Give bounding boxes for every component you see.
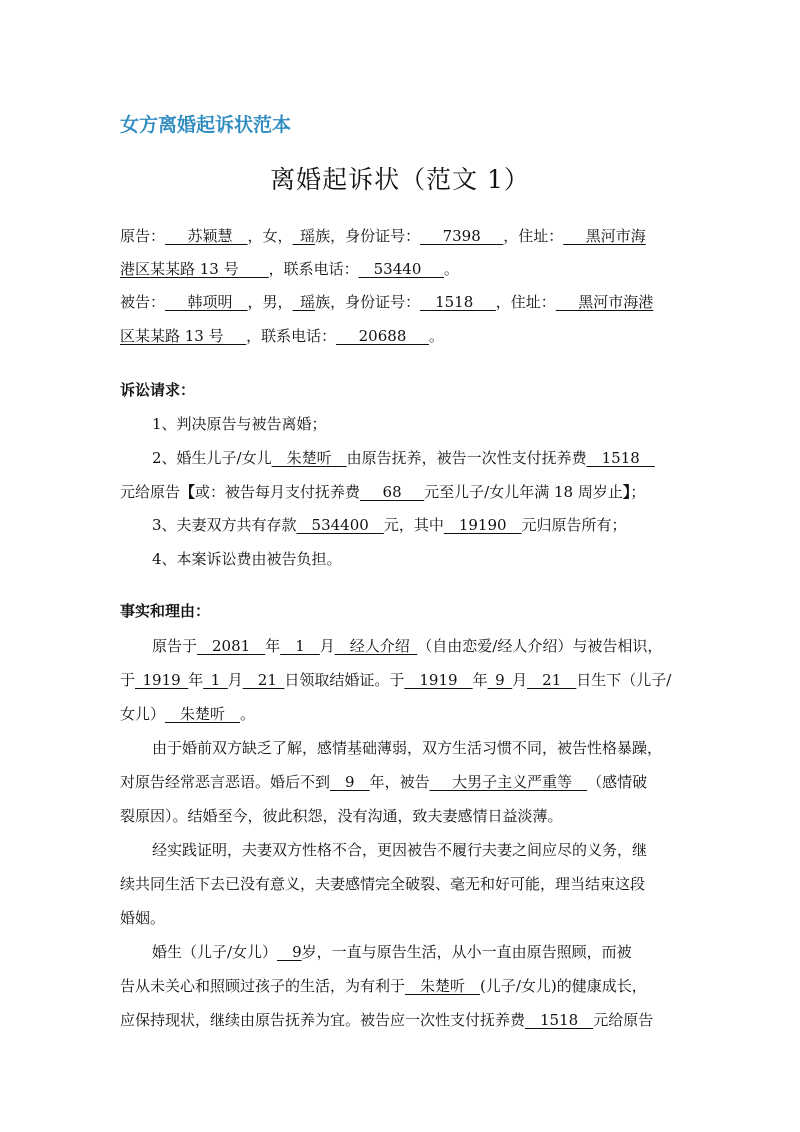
- filled-blank: __21_: [242, 671, 285, 689]
- filled-blank: __朱楚听__: [405, 977, 481, 995]
- claim-item: [152, 448, 655, 468]
- text-segment: 裂原因）。结婚至今，彼此积怨，没有沟通，致夫妻感情日益淡薄。: [120, 807, 563, 825]
- filled-blank: ___黑河市海: [563, 227, 646, 245]
- defendant-info-line: [120, 292, 653, 312]
- facts-paragraph-line: [152, 942, 632, 962]
- text-segment: 月: [512, 671, 528, 689]
- text-segment: ，住址：: [503, 227, 564, 245]
- text-segment: 。: [240, 705, 256, 723]
- filled-blank: _1919_: [135, 671, 189, 689]
- filled-blank: _瑶: [292, 227, 316, 245]
- defendant-info-line: [120, 326, 444, 346]
- facts-paragraph-line: [120, 874, 645, 894]
- filled-blank: __1518__: [525, 1011, 594, 1029]
- text-segment: 对原告经常恶言恶语。婚后不到: [120, 773, 331, 791]
- facts-paragraph-line: [120, 670, 671, 690]
- text-segment: 日领取结婚证。于: [284, 671, 405, 689]
- text-segment: 原告：: [120, 227, 166, 245]
- text-segment: 4、本案诉讼费由被告负担。: [152, 550, 342, 568]
- text-segment: 女儿）: [120, 705, 166, 723]
- filled-blank: ___韩项明__: [165, 293, 248, 311]
- facts-heading: 事实和理由：: [120, 602, 211, 620]
- claims-heading: 诉讼请求：: [120, 381, 196, 399]
- facts-paragraph-line: [120, 806, 563, 826]
- facts-paragraph-line: [120, 976, 647, 996]
- text-segment: 元归原告所有；: [521, 516, 627, 534]
- text-segment: 或：被告每月支付抚养费: [195, 483, 361, 501]
- text-segment: 。: [443, 260, 459, 278]
- filled-blank: ___20688___: [336, 327, 429, 345]
- filled-blank: __53440___: [358, 260, 444, 278]
- text-segment: 元至儿子/女儿年满 18 周岁止: [424, 483, 623, 501]
- filled-blank: _1_: [203, 671, 228, 689]
- text-segment: 应保持现状，继续由原告抚养为宜。被告应一次性支付抚养费: [120, 1011, 526, 1029]
- filled-blank: __朱楚听__: [271, 449, 347, 467]
- filled-blank: __9: [277, 943, 302, 961]
- text-segment: 元给原告: [120, 483, 181, 501]
- text-segment: 。: [428, 327, 444, 345]
- facts-paragraph-line: [152, 738, 662, 758]
- text-segment: 月: [319, 637, 335, 655]
- claim-item: [152, 549, 342, 569]
- filled-blank: ___苏颖慧__: [165, 227, 248, 245]
- text-segment: 2、婚生儿子/女儿: [152, 449, 272, 467]
- text-segment: 月: [227, 671, 243, 689]
- text-segment: 1、判决原告与被告离婚；: [152, 415, 327, 433]
- text-segment: ，住址：: [495, 293, 556, 311]
- text-segment: ，男，: [247, 293, 293, 311]
- filled-blank: 港区某某路 13 号____: [120, 260, 269, 278]
- text-segment: ，女，: [247, 227, 293, 245]
- filled-blank: ___68___: [360, 483, 425, 501]
- filled-blank: __1919__: [404, 671, 473, 689]
- text-segment: 续共同生活下去已没有意义，夫妻感情完全破裂、毫无和好可能，理当结束这段: [120, 875, 646, 893]
- facts-paragraph-line: [120, 1010, 653, 1030]
- text-segment: 族，身份证号：: [315, 293, 421, 311]
- text-segment: 婚姻。: [120, 909, 166, 927]
- text-segment: 元给原告: [593, 1011, 654, 1029]
- claim-item: [152, 414, 327, 434]
- facts-paragraph-line: [120, 908, 165, 928]
- text-segment: 年，被告: [369, 773, 430, 791]
- claim-item: [152, 515, 627, 535]
- text-segment: 】: [622, 483, 631, 501]
- text-segment: 年: [265, 637, 281, 655]
- facts-paragraph-line: [152, 636, 662, 656]
- filled-blank: _瑶: [292, 293, 316, 311]
- claim-item-continuation: [120, 482, 645, 502]
- facts-paragraph-line: [120, 772, 647, 792]
- text-segment: 经实践证明，夫妻双方性格不合，更因被告不履行夫妻之间应尽的义务，继: [152, 841, 648, 859]
- filled-blank: __1518__: [586, 449, 655, 467]
- plaintiff-info-line: [120, 226, 646, 246]
- filled-blank: __21__: [527, 671, 577, 689]
- text-segment: 年: [188, 671, 204, 689]
- filled-blank: 区某某路 13 号___: [120, 327, 247, 345]
- filled-blank: ___7398___: [420, 227, 504, 245]
- text-segment: 被告：: [120, 293, 166, 311]
- facts-paragraph-line: [120, 704, 255, 724]
- document-category-label: 女方离婚起诉状范本: [120, 114, 292, 136]
- text-segment: 【: [180, 483, 196, 501]
- filled-blank: __9__: [330, 773, 370, 791]
- text-segment: 年: [472, 671, 488, 689]
- filled-blank: ___黑河市海港: [555, 293, 654, 311]
- text-segment: (儿子/女儿)的健康成长，: [480, 977, 647, 995]
- text-segment: 3、夫妻双方共有存款: [152, 516, 297, 534]
- text-segment: 原告于: [152, 637, 198, 655]
- text-segment: 婚生（儿子/女儿）: [152, 943, 278, 961]
- text-segment: ，联系电话：: [246, 327, 337, 345]
- document-title: 离婚起诉状（范文 1）: [270, 165, 530, 194]
- plaintiff-info-line: [120, 259, 459, 279]
- filled-blank: __534400__: [296, 516, 384, 534]
- filled-blank: __朱楚听__: [165, 705, 241, 723]
- text-segment: 于: [120, 671, 136, 689]
- text-segment: 元，其中: [383, 516, 444, 534]
- text-segment: （感情破: [587, 773, 648, 791]
- facts-paragraph-line: [152, 840, 647, 860]
- text-segment: 日生下（儿子/: [576, 671, 672, 689]
- filled-blank: _9_: [487, 671, 513, 689]
- text-segment: 由原告抚养，被告一次性支付抚养费: [346, 449, 587, 467]
- text-segment: ，联系电话：: [268, 260, 359, 278]
- filled-blank: ___大男子主义严重等__: [429, 773, 588, 791]
- filled-blank: __2081__: [197, 637, 266, 655]
- text-segment: ；: [630, 483, 646, 501]
- filled-blank: __1__: [280, 637, 320, 655]
- text-segment: 告从未关心和照顾过孩子的生活，为有利于: [120, 977, 406, 995]
- text-segment: （自由恋爱/经人介绍）与被告相识，: [417, 637, 663, 655]
- text-segment: 由于婚前双方缺乏了解，感情基础薄弱，双方生活习惯不同，被告性格暴躁，: [152, 739, 663, 757]
- text-segment: 族，身份证号：: [315, 227, 421, 245]
- filled-blank: __1518___: [420, 293, 496, 311]
- text-segment: 岁，一直与原告生活，从小一直由原告照顾，而被: [301, 943, 632, 961]
- filled-blank: __经人介绍_: [334, 637, 418, 655]
- filled-blank: __19190__: [443, 516, 522, 534]
